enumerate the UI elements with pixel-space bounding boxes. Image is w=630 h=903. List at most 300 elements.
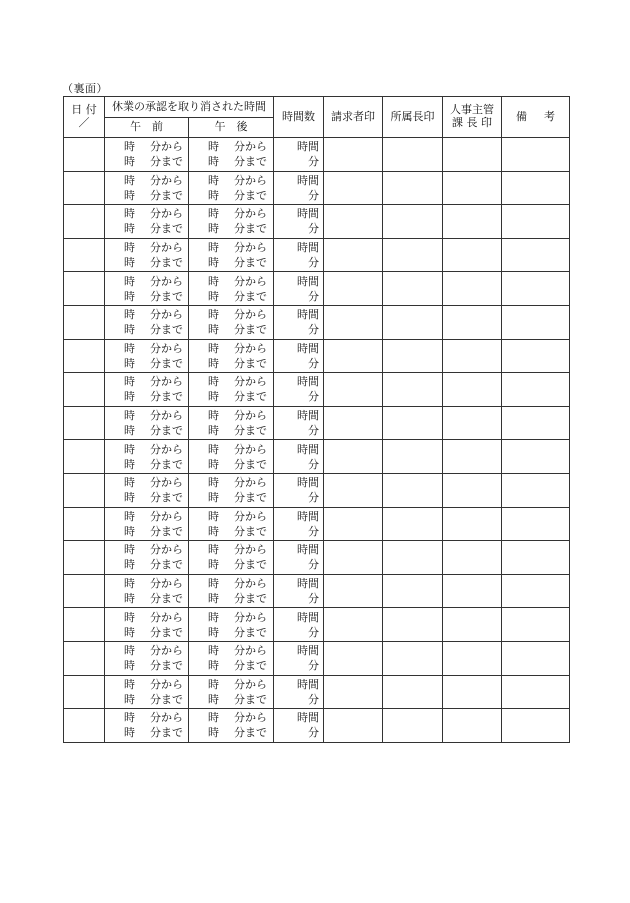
table-row xyxy=(64,440,570,474)
table-row xyxy=(64,305,570,339)
table-row xyxy=(64,238,570,272)
requester-seal-cell[interactable] xyxy=(324,406,383,440)
minutes-unit-label: 分 xyxy=(308,692,319,706)
hour-label: 時 xyxy=(124,256,135,270)
dept-head-seal-cell[interactable] xyxy=(383,473,443,507)
hour-label: 時 xyxy=(208,274,219,288)
cancelled-time-header: 休業の承認を取り消された時間 xyxy=(105,97,274,118)
hour-label: 時 xyxy=(208,677,219,691)
hour-label: 時 xyxy=(124,577,135,591)
hr-manager-seal-cell[interactable] xyxy=(443,138,502,172)
hour-label: 時 xyxy=(208,644,219,658)
hours-cell[interactable] xyxy=(274,373,324,407)
hour-label: 時 xyxy=(124,222,135,236)
am-time-cell[interactable] xyxy=(105,305,189,339)
hours-unit-label: 時間 xyxy=(297,308,319,322)
hour-label: 時 xyxy=(124,558,135,572)
from-label: 分から xyxy=(234,677,267,691)
am-time-cell[interactable] xyxy=(105,406,189,440)
remarks-cell[interactable] xyxy=(502,339,570,373)
requester-seal-cell[interactable] xyxy=(324,238,383,272)
dept-head-seal-cell[interactable] xyxy=(383,373,443,407)
until-label: 分まで xyxy=(150,424,183,438)
hr-manager-seal-cell[interactable] xyxy=(443,272,502,306)
hour-label: 時 xyxy=(208,375,219,389)
minutes-unit-label: 分 xyxy=(308,625,319,639)
pm-time-cell[interactable] xyxy=(189,138,274,172)
dept-head-seal-cell[interactable] xyxy=(383,305,443,339)
remarks-cell[interactable] xyxy=(502,541,570,575)
hour-label: 時 xyxy=(124,289,135,303)
remarks-cell[interactable] xyxy=(502,138,570,172)
hours-cell[interactable] xyxy=(274,507,324,541)
dept-head-seal-cell[interactable] xyxy=(383,406,443,440)
hours-unit-label: 時間 xyxy=(297,207,319,221)
am-time-cell[interactable] xyxy=(105,574,189,608)
hours-unit-label: 時間 xyxy=(297,711,319,725)
from-label: 分から xyxy=(234,241,267,255)
requester-seal-cell[interactable] xyxy=(324,608,383,642)
hours-cell[interactable] xyxy=(274,709,324,743)
date-cell[interactable] xyxy=(64,171,105,205)
hr-manager-seal-cell[interactable] xyxy=(443,541,502,575)
hour-label: 時 xyxy=(124,341,135,355)
am-time-cell[interactable] xyxy=(105,272,189,306)
table-row xyxy=(64,541,570,575)
hours-cell[interactable] xyxy=(274,339,324,373)
date-cell[interactable] xyxy=(64,339,105,373)
from-label: 分から xyxy=(150,241,183,255)
from-label: 分から xyxy=(234,577,267,591)
hours-cell[interactable] xyxy=(274,440,324,474)
date-cell[interactable] xyxy=(64,406,105,440)
requester-seal-cell[interactable] xyxy=(324,205,383,239)
dept-head-seal-cell[interactable] xyxy=(383,574,443,608)
from-label: 分から xyxy=(150,442,183,456)
date-cell[interactable] xyxy=(64,608,105,642)
hour-label: 時 xyxy=(124,711,135,725)
pm-time-cell[interactable] xyxy=(189,406,274,440)
dept-head-seal-cell[interactable] xyxy=(383,641,443,675)
requester-seal-cell[interactable] xyxy=(324,641,383,675)
dept-head-seal-cell[interactable] xyxy=(383,507,443,541)
minutes-unit-label: 分 xyxy=(308,457,319,471)
remarks-cell[interactable] xyxy=(502,406,570,440)
hour-label: 時 xyxy=(124,241,135,255)
from-label: 分から xyxy=(234,341,267,355)
table-row xyxy=(64,138,570,172)
from-label: 分から xyxy=(234,274,267,288)
am-time-cell[interactable] xyxy=(105,675,189,709)
minutes-unit-label: 分 xyxy=(308,323,319,337)
until-label: 分まで xyxy=(234,390,267,404)
hour-label: 時 xyxy=(208,424,219,438)
hours-unit-label: 時間 xyxy=(297,610,319,624)
requester-seal-cell[interactable] xyxy=(324,138,383,172)
hr-manager-seal-cell[interactable] xyxy=(443,339,502,373)
hr-manager-seal-header xyxy=(443,97,502,138)
am-time-cell[interactable] xyxy=(105,507,189,541)
dept-head-seal-cell[interactable] xyxy=(383,675,443,709)
hours-cell[interactable] xyxy=(274,675,324,709)
hours-cell[interactable] xyxy=(274,473,324,507)
pm-time-cell[interactable] xyxy=(189,507,274,541)
remarks-cell[interactable] xyxy=(502,574,570,608)
requester-seal-header: 請求者印 xyxy=(324,97,383,138)
dept-head-seal-cell[interactable] xyxy=(383,272,443,306)
dept-head-seal-cell[interactable] xyxy=(383,238,443,272)
from-label: 分から xyxy=(150,677,183,691)
hour-label: 時 xyxy=(124,308,135,322)
dept-head-seal-cell[interactable] xyxy=(383,709,443,743)
minutes-unit-label: 分 xyxy=(308,155,319,169)
am-time-cell[interactable] xyxy=(105,541,189,575)
hour-label: 時 xyxy=(124,424,135,438)
until-label: 分まで xyxy=(150,222,183,236)
am-time-cell[interactable] xyxy=(105,171,189,205)
date-cell[interactable] xyxy=(64,541,105,575)
minutes-unit-label: 分 xyxy=(308,390,319,404)
hours-header: 時間数 xyxy=(274,97,324,138)
hours-unit-label: 時間 xyxy=(297,173,319,187)
hour-label: 時 xyxy=(208,323,219,337)
minutes-unit-label: 分 xyxy=(308,524,319,538)
hour-label: 時 xyxy=(208,241,219,255)
pm-time-cell[interactable] xyxy=(189,541,274,575)
hr-manager-seal-cell[interactable] xyxy=(443,675,502,709)
until-label: 分まで xyxy=(234,692,267,706)
table-row xyxy=(64,406,570,440)
hour-label: 時 xyxy=(208,524,219,538)
hours-cell[interactable] xyxy=(274,608,324,642)
from-label: 分から xyxy=(234,509,267,523)
am-time-cell[interactable] xyxy=(105,473,189,507)
hour-label: 時 xyxy=(208,592,219,606)
hour-label: 時 xyxy=(208,308,219,322)
pm-time-cell[interactable] xyxy=(189,205,274,239)
hours-cell[interactable] xyxy=(274,171,324,205)
pm-time-cell[interactable] xyxy=(189,305,274,339)
hour-label: 時 xyxy=(208,659,219,673)
hour-label: 時 xyxy=(208,222,219,236)
until-label: 分まで xyxy=(234,155,267,169)
remarks-cell[interactable] xyxy=(502,675,570,709)
pm-time-cell[interactable] xyxy=(189,574,274,608)
hour-label: 時 xyxy=(124,173,135,187)
hour-label: 時 xyxy=(124,188,135,202)
hour-label: 時 xyxy=(208,491,219,505)
date-cell[interactable] xyxy=(64,272,105,306)
am-time-cell[interactable] xyxy=(105,440,189,474)
hour-label: 時 xyxy=(124,274,135,288)
until-label: 分まで xyxy=(150,692,183,706)
hour-label: 時 xyxy=(208,610,219,624)
date-cell[interactable] xyxy=(64,507,105,541)
hour-label: 時 xyxy=(208,173,219,187)
hours-cell[interactable] xyxy=(274,138,324,172)
hours-unit-label: 時間 xyxy=(297,241,319,255)
until-label: 分まで xyxy=(234,289,267,303)
until-label: 分まで xyxy=(150,188,183,202)
hour-label: 時 xyxy=(124,390,135,404)
hour-label: 時 xyxy=(124,375,135,389)
until-label: 分まで xyxy=(234,356,267,370)
hr-manager-seal-cell[interactable] xyxy=(443,171,502,205)
hours-unit-label: 時間 xyxy=(297,644,319,658)
hour-label: 時 xyxy=(208,356,219,370)
remarks-cell[interactable] xyxy=(502,238,570,272)
date-header xyxy=(64,97,105,138)
dept-head-seal-cell[interactable] xyxy=(383,608,443,642)
from-label: 分から xyxy=(150,509,183,523)
remarks-cell[interactable] xyxy=(502,641,570,675)
hour-label: 時 xyxy=(124,509,135,523)
am-time-cell[interactable] xyxy=(105,709,189,743)
hour-label: 時 xyxy=(208,188,219,202)
hour-label: 時 xyxy=(124,476,135,490)
remarks-cell[interactable] xyxy=(502,608,570,642)
date-cell[interactable] xyxy=(64,373,105,407)
pm-time-cell[interactable] xyxy=(189,272,274,306)
from-label: 分から xyxy=(150,476,183,490)
hr-manager-seal-cell[interactable] xyxy=(443,305,502,339)
pm-time-cell[interactable] xyxy=(189,339,274,373)
from-label: 分から xyxy=(150,577,183,591)
requester-seal-cell[interactable] xyxy=(324,473,383,507)
pm-header: 午 後 xyxy=(189,118,274,138)
hour-label: 時 xyxy=(124,207,135,221)
requester-seal-cell[interactable] xyxy=(324,373,383,407)
am-time-cell[interactable] xyxy=(105,608,189,642)
minutes-unit-label: 分 xyxy=(308,491,319,505)
from-label: 分から xyxy=(234,409,267,423)
until-label: 分まで xyxy=(150,558,183,572)
date-cell[interactable] xyxy=(64,574,105,608)
minutes-unit-label: 分 xyxy=(308,726,319,740)
hour-label: 時 xyxy=(124,457,135,471)
hours-cell[interactable] xyxy=(274,541,324,575)
table-row xyxy=(64,709,570,743)
pm-time-cell[interactable] xyxy=(189,641,274,675)
hr-manager-seal-cell[interactable] xyxy=(443,608,502,642)
hours-unit-label: 時間 xyxy=(297,341,319,355)
minutes-unit-label: 分 xyxy=(308,289,319,303)
until-label: 分まで xyxy=(234,491,267,505)
from-label: 分から xyxy=(234,308,267,322)
hour-label: 時 xyxy=(124,677,135,691)
am-time-cell[interactable] xyxy=(105,205,189,239)
hr-manager-seal-cell[interactable] xyxy=(443,473,502,507)
hour-label: 時 xyxy=(208,140,219,154)
date-cell[interactable] xyxy=(64,641,105,675)
remarks-cell[interactable] xyxy=(502,473,570,507)
requester-seal-cell[interactable] xyxy=(324,272,383,306)
am-time-cell[interactable] xyxy=(105,339,189,373)
remarks-cell[interactable] xyxy=(502,709,570,743)
table-row xyxy=(64,272,570,306)
hour-label: 時 xyxy=(208,543,219,557)
minutes-unit-label: 分 xyxy=(308,222,319,236)
hr-manager-seal-cell[interactable] xyxy=(443,205,502,239)
from-label: 分から xyxy=(150,409,183,423)
hr-manager-seal-cell[interactable] xyxy=(443,373,502,407)
until-label: 分まで xyxy=(234,558,267,572)
dept-head-seal-cell[interactable] xyxy=(383,138,443,172)
hr-manager-seal-cell[interactable] xyxy=(443,574,502,608)
hr-manager-seal-cell[interactable] xyxy=(443,238,502,272)
hr-manager-seal-cell[interactable] xyxy=(443,507,502,541)
from-label: 分から xyxy=(150,274,183,288)
hours-unit-label: 時間 xyxy=(297,140,319,154)
hr-manager-seal-line2: 課 長 印 xyxy=(452,116,492,129)
from-label: 分から xyxy=(150,173,183,187)
from-label: 分から xyxy=(150,644,183,658)
hour-label: 時 xyxy=(124,692,135,706)
dept-head-seal-cell[interactable] xyxy=(383,205,443,239)
hour-label: 時 xyxy=(124,610,135,624)
hours-unit-label: 時間 xyxy=(297,509,319,523)
hour-label: 時 xyxy=(124,726,135,740)
date-cell[interactable] xyxy=(64,675,105,709)
requester-seal-cell[interactable] xyxy=(324,507,383,541)
hour-label: 時 xyxy=(124,543,135,557)
am-time-cell[interactable] xyxy=(105,641,189,675)
date-cell[interactable] xyxy=(64,709,105,743)
hour-label: 時 xyxy=(124,409,135,423)
until-label: 分まで xyxy=(150,592,183,606)
hours-cell[interactable] xyxy=(274,305,324,339)
date-cell[interactable] xyxy=(64,305,105,339)
from-label: 分から xyxy=(234,375,267,389)
until-label: 分まで xyxy=(150,524,183,538)
hour-label: 時 xyxy=(208,476,219,490)
hours-cell[interactable] xyxy=(274,641,324,675)
from-label: 分から xyxy=(234,207,267,221)
from-label: 分から xyxy=(234,140,267,154)
pm-time-cell[interactable] xyxy=(189,473,274,507)
requester-seal-cell[interactable] xyxy=(324,339,383,373)
table-row xyxy=(64,339,570,373)
remarks-cell[interactable] xyxy=(502,305,570,339)
pm-time-cell[interactable] xyxy=(189,608,274,642)
dept-head-seal-header: 所属長印 xyxy=(383,97,443,138)
hour-label: 時 xyxy=(124,659,135,673)
minutes-unit-label: 分 xyxy=(308,659,319,673)
date-cell[interactable] xyxy=(64,473,105,507)
hour-label: 時 xyxy=(208,256,219,270)
remarks-cell[interactable] xyxy=(502,205,570,239)
table-row xyxy=(64,373,570,407)
hours-unit-label: 時間 xyxy=(297,442,319,456)
hours-cell[interactable] xyxy=(274,238,324,272)
dept-head-seal-cell[interactable] xyxy=(383,541,443,575)
requester-seal-cell[interactable] xyxy=(324,305,383,339)
requester-seal-cell[interactable] xyxy=(324,574,383,608)
requester-seal-cell[interactable] xyxy=(324,709,383,743)
table-row xyxy=(64,675,570,709)
pm-time-cell[interactable] xyxy=(189,675,274,709)
am-time-cell[interactable] xyxy=(105,238,189,272)
hours-cell[interactable] xyxy=(274,406,324,440)
hour-label: 時 xyxy=(124,140,135,154)
hr-manager-seal-cell[interactable] xyxy=(443,406,502,440)
hour-label: 時 xyxy=(208,390,219,404)
hours-unit-label: 時間 xyxy=(297,274,319,288)
dept-head-seal-cell[interactable] xyxy=(383,339,443,373)
from-label: 分から xyxy=(150,341,183,355)
minutes-unit-label: 分 xyxy=(308,256,319,270)
from-label: 分から xyxy=(234,173,267,187)
until-label: 分まで xyxy=(150,155,183,169)
reverse-side-label: （裏面） xyxy=(62,82,108,95)
dept-head-seal-cell[interactable] xyxy=(383,440,443,474)
hour-label: 時 xyxy=(208,625,219,639)
hours-cell[interactable] xyxy=(274,272,324,306)
until-label: 分まで xyxy=(234,188,267,202)
pm-time-cell[interactable] xyxy=(189,440,274,474)
hours-unit-label: 時間 xyxy=(297,409,319,423)
pm-time-cell[interactable] xyxy=(189,709,274,743)
leave-cancellation-table xyxy=(63,96,570,743)
hour-label: 時 xyxy=(208,577,219,591)
pm-time-cell[interactable] xyxy=(189,171,274,205)
requester-seal-cell[interactable] xyxy=(324,675,383,709)
am-time-cell[interactable] xyxy=(105,373,189,407)
remarks-cell[interactable] xyxy=(502,373,570,407)
remarks-cell[interactable] xyxy=(502,171,570,205)
until-label: 分まで xyxy=(234,256,267,270)
date-cell[interactable] xyxy=(64,440,105,474)
until-label: 分まで xyxy=(234,592,267,606)
table-row xyxy=(64,205,570,239)
hours-unit-label: 時間 xyxy=(297,577,319,591)
hours-unit-label: 時間 xyxy=(297,543,319,557)
remarks-cell[interactable] xyxy=(502,440,570,474)
from-label: 分から xyxy=(150,140,183,154)
from-label: 分から xyxy=(150,610,183,624)
am-time-cell[interactable] xyxy=(105,138,189,172)
hours-cell[interactable] xyxy=(274,205,324,239)
remarks-header-right: 考 xyxy=(544,109,555,123)
pm-time-cell[interactable] xyxy=(189,238,274,272)
remarks-header-left: 備 xyxy=(516,109,527,123)
from-label: 分から xyxy=(234,476,267,490)
from-label: 分から xyxy=(234,644,267,658)
from-label: 分から xyxy=(150,543,183,557)
date-cell[interactable] xyxy=(64,138,105,172)
from-label: 分から xyxy=(150,375,183,389)
hour-label: 時 xyxy=(208,726,219,740)
remarks-cell[interactable] xyxy=(502,272,570,306)
minutes-unit-label: 分 xyxy=(308,424,319,438)
requester-seal-cell[interactable] xyxy=(324,440,383,474)
date-cell[interactable] xyxy=(64,205,105,239)
hr-manager-seal-cell[interactable] xyxy=(443,440,502,474)
pm-time-cell[interactable] xyxy=(189,373,274,407)
remarks-cell[interactable] xyxy=(502,507,570,541)
hour-label: 時 xyxy=(124,491,135,505)
hours-cell[interactable] xyxy=(274,574,324,608)
hr-manager-seal-cell[interactable] xyxy=(443,641,502,675)
requester-seal-cell[interactable] xyxy=(324,541,383,575)
minutes-unit-label: 分 xyxy=(308,558,319,572)
date-cell[interactable] xyxy=(64,238,105,272)
hour-label: 時 xyxy=(208,558,219,572)
requester-seal-cell[interactable] xyxy=(324,171,383,205)
until-label: 分まで xyxy=(150,491,183,505)
dept-head-seal-cell[interactable] xyxy=(383,171,443,205)
hr-manager-seal-cell[interactable] xyxy=(443,709,502,743)
